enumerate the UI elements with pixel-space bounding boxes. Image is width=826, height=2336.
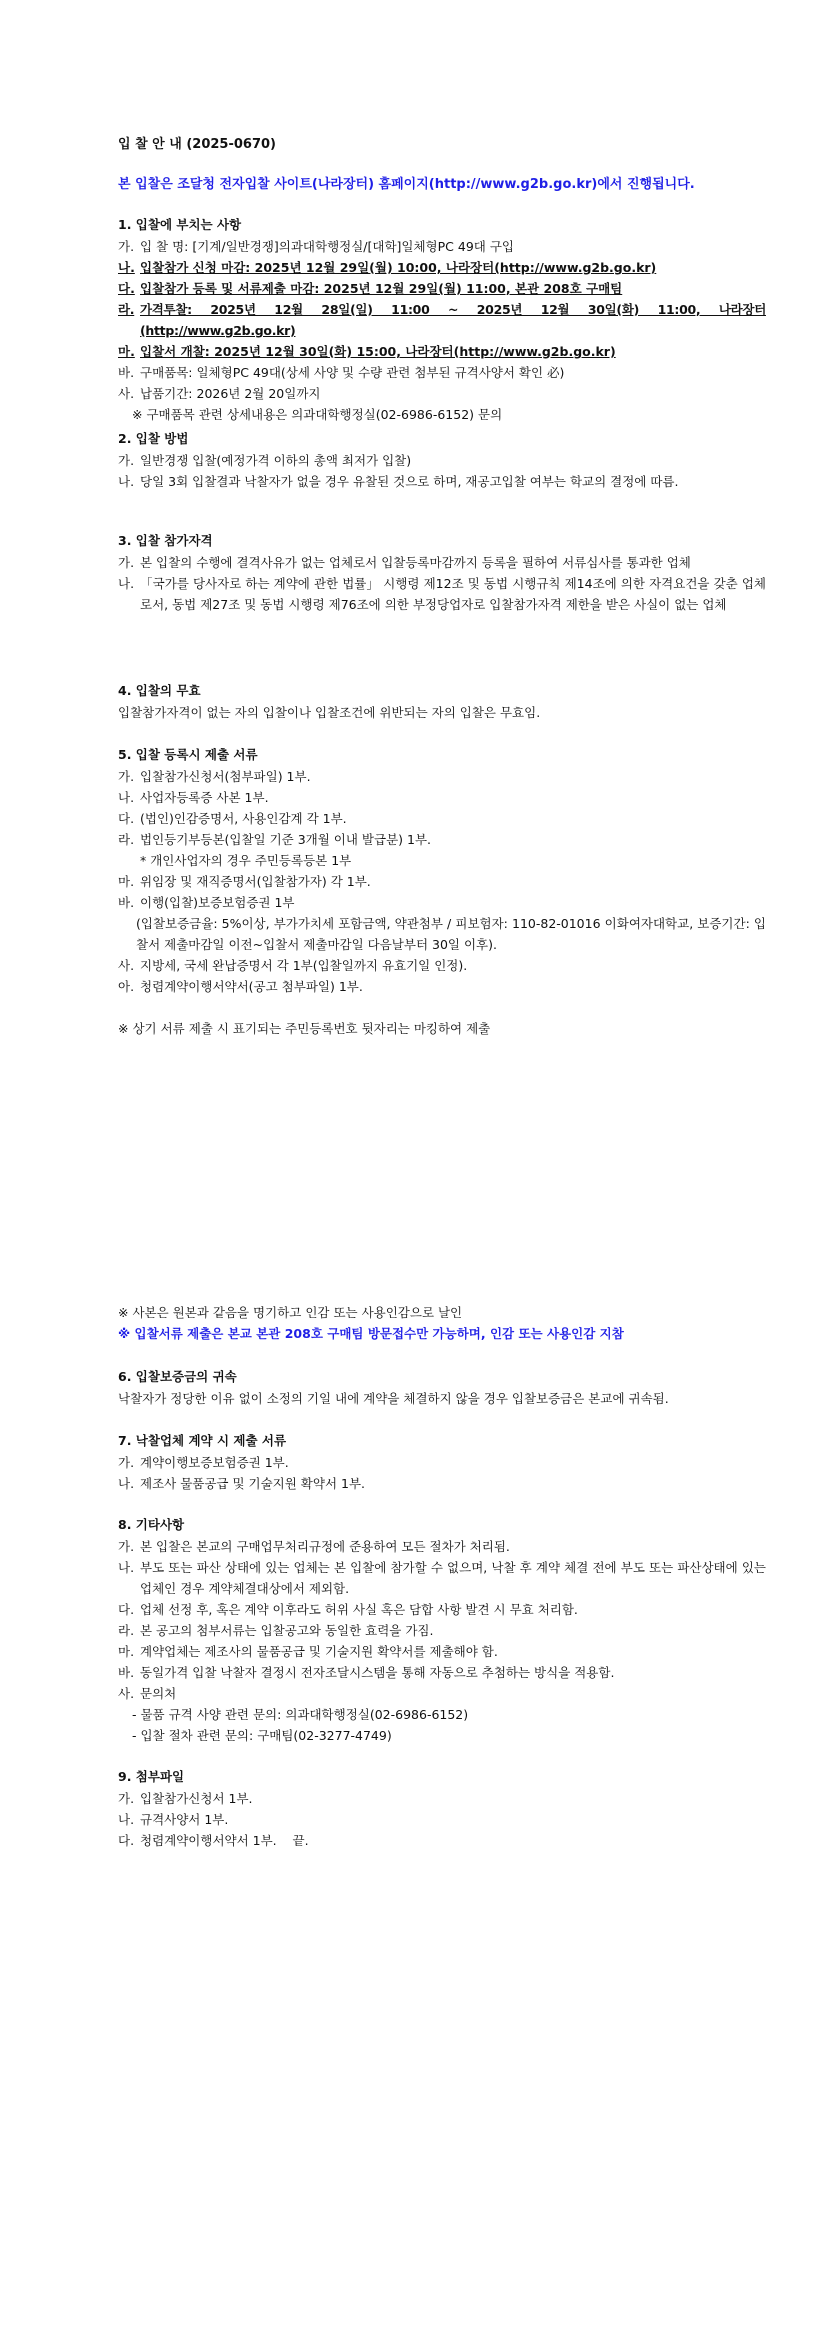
item-text: 입찰참가 신청 마감: 2025년 12월 29일(월) 10:00, 나라장터(http://www.g2b.go.kr) <box>140 260 657 275</box>
item-text: 납품기간: 2026년 2월 20일까지 <box>140 386 321 401</box>
contact-line: - 물품 규격 사양 관련 문의: 의과대학행정실(02-6986-6152) <box>132 1707 469 1722</box>
section-7 <box>118 1430 766 1494</box>
item-text: 청렴계약이행서약서 1부. 끝. <box>140 1833 309 1848</box>
list-item <box>118 787 766 808</box>
section-text: 낙찰자가 정당한 이유 없이 소정의 기일 내에 계약을 체결하지 않을 경우 입찰보증금은 본교에 귀속됨. <box>118 1391 669 1406</box>
item-text: 위임장 및 재직증명서(입찰참가자) 각 1부. <box>140 874 371 889</box>
section-heading: 5. 입찰 등록시 제출 서류 <box>118 747 258 762</box>
list-item <box>118 1809 766 1830</box>
item-text: 동일가격 입찰 낙찰자 결정시 전자조달시스템을 통해 자동으로 추첨하는 방식을 적용함. <box>140 1665 615 1680</box>
item-text: 당일 3회 입찰결과 낙찰자가 없을 경우 유찰된 것으로 하며, 재공고입찰 여부는 학교의 결정에 따름. <box>140 474 679 489</box>
item-text: 본 입찰은 본교의 구매업무처리규정에 준용하여 모든 절차가 처리됨. <box>140 1539 510 1554</box>
masking-note: ※ 상기 서류 제출 시 표기되는 주민등록번호 뒷자리는 마킹하여 제출 <box>118 1021 491 1036</box>
list-item <box>118 1620 766 1641</box>
list-item <box>118 808 766 829</box>
item-mark: 다. <box>118 1602 135 1617</box>
item-text: 사업자등록증 사본 1부. <box>140 790 269 805</box>
item-mark: 나. <box>118 790 135 805</box>
item-text: 입찰참가신청서 1부. <box>140 1791 253 1806</box>
list-item <box>118 278 766 299</box>
item-text: 입찰서 개찰: 2025년 12월 30일(화) 15:00, 나라장터(http://www.g2b.go.kr) <box>140 344 616 359</box>
section-heading: 6. 입찰보증금의 귀속 <box>118 1369 237 1384</box>
list-item <box>118 257 766 278</box>
item-mark: 바. <box>118 1665 135 1680</box>
section-9 <box>118 1766 766 1851</box>
item-text: 입찰참가신청서(첨부파일) 1부. <box>140 769 311 784</box>
item-text: 「국가를 당사자로 하는 계약에 관한 법률」 시행령 제12조 및 동법 시행규칙 제14조에 의한 자격요건을 갖춘 업체로서, 동법 제27조 및 동법 시행령 제76조에 의한 부정당업자로 입찰참가자격 제한을 받은 사실이 없는 업체 <box>140 576 766 612</box>
list-item <box>118 1683 766 1704</box>
section-text: 입찰참가자격이 없는 자의 입찰이나 입찰조건에 위반되는 자의 입찰은 무효임. <box>118 705 541 720</box>
bond-note: (입찰보증금율: 5%이상, 부가가치세 포함금액, 약관첨부 / 피보험자: 110-82-01016 이화여자대학교, 보증기간: 입찰서 제출마감일 이전~입찰서 제출마감일 다음날부터 30일 이후). <box>136 916 766 952</box>
section-heading: 2. 입찰 방법 <box>118 431 189 446</box>
item-mark: 다. <box>118 811 135 826</box>
item-text: 본 공고의 첨부서류는 입찰공고와 동일한 효력을 가짐. <box>140 1623 434 1638</box>
section-5 <box>118 744 766 1039</box>
item-mark: 나. <box>118 1560 135 1575</box>
item-mark: 가. <box>118 239 135 254</box>
list-item <box>118 1452 766 1473</box>
list-item <box>118 1599 766 1620</box>
section-note: ※ 구매품목 관련 상세내용은 의과대학행정실(02-6986-6152) 문의 <box>132 407 503 422</box>
item-mark: 마. <box>118 1644 135 1659</box>
list-item <box>118 383 766 404</box>
list-item <box>118 1662 766 1683</box>
section-heading: 8. 기타사항 <box>118 1517 185 1532</box>
item-text: (법인)인감증명서, 사용인감계 각 1부. <box>140 811 347 826</box>
list-item <box>118 450 766 471</box>
list-item <box>118 1830 766 1851</box>
section-8 <box>118 1514 766 1746</box>
item-mark: 가. <box>118 1791 135 1806</box>
item-mark: 다. <box>118 281 135 296</box>
section-2 <box>118 428 766 492</box>
item-mark: 아. <box>118 979 135 994</box>
list-item <box>118 362 766 383</box>
list-item <box>118 976 766 997</box>
list-item <box>118 236 766 257</box>
item-mark: 나. <box>118 260 135 275</box>
section-heading: 1. 입찰에 부치는 사항 <box>118 217 242 232</box>
item-mark: 가. <box>118 453 135 468</box>
item-text: 본 입찰의 수행에 결격사유가 없는 업체로서 입찰등록마감까지 등록을 필하여 서류심사를 통과한 업체 <box>140 555 691 570</box>
document-title: 입 찰 안 내 (2025-0670) <box>118 137 276 152</box>
item-text: 입 찰 명: [기계/일반경쟁]의과대학행정실/[대학]일체형PC 49대 구입 <box>140 239 514 254</box>
list-item <box>118 766 766 787</box>
section-heading: 9. 첨부파일 <box>118 1769 185 1784</box>
list-item <box>118 1473 766 1494</box>
item-mark: 나. <box>118 474 135 489</box>
section-4 <box>118 680 766 723</box>
list-item <box>118 871 766 892</box>
section-heading: 3. 입찰 참가자격 <box>118 533 213 548</box>
section-heading: 4. 입찰의 무효 <box>118 683 201 698</box>
item-text: 구매품목: 일체형PC 49대(상세 사양 및 수량 관련 첨부된 규격사양서 확인 必) <box>140 365 565 380</box>
item-mark: 사. <box>118 386 135 401</box>
list-item <box>118 892 766 913</box>
item-mark: 가. <box>118 555 135 570</box>
item-mark: 사. <box>118 958 135 973</box>
item-text: 제조사 물품공급 및 기술지원 확약서 1부. <box>140 1476 365 1491</box>
item-mark: 나. <box>118 1812 135 1827</box>
item-mark: 가. <box>118 769 135 784</box>
section-6 <box>118 1366 766 1409</box>
item-text: 업체 선정 후, 혹은 계약 이후라도 허위 사실 혹은 담합 사항 발견 시 무효 처리함. <box>140 1602 578 1617</box>
item-mark: 마. <box>118 874 135 889</box>
item-text: 이행(입찰)보증보험증권 1부 <box>140 895 295 910</box>
item-mark: 라. <box>118 302 135 317</box>
list-item <box>118 471 766 492</box>
item-text: 입찰참가 등록 및 서류제출 마감: 2025년 12월 29일(월) 11:00, 본관 208호 구매팀 <box>140 281 623 296</box>
item-text: 지방세, 국세 완납증명서 각 1부(입찰일까지 유효기일 인정). <box>140 958 468 973</box>
list-item <box>118 829 766 850</box>
item-text: 문의처 <box>140 1686 177 1701</box>
list-item <box>118 1788 766 1809</box>
list-item <box>118 1536 766 1557</box>
item-text: 계약이행보증보험증권 1부. <box>140 1455 289 1470</box>
item-mark: 바. <box>118 365 135 380</box>
item-mark: 바. <box>118 895 135 910</box>
list-item <box>118 1641 766 1662</box>
section-note: * 개인사업자의 경우 주민등록등본 1부 <box>140 853 352 868</box>
copy-note: ※ 사본은 원본과 같음을 명기하고 인감 또는 사용인감으로 날인 <box>118 1305 463 1320</box>
item-mark: 라. <box>118 832 135 847</box>
item-mark: 마. <box>118 344 135 359</box>
list-item <box>118 573 766 615</box>
item-text: 청렴계약이행서약서(공고 첨부파일) 1부. <box>140 979 363 994</box>
item-mark: 나. <box>118 576 135 591</box>
item-mark: 라. <box>118 1623 135 1638</box>
item-mark: 나. <box>118 1476 135 1491</box>
list-item <box>118 299 766 341</box>
item-text: 계약업체는 제조사의 물품공급 및 기술지원 확약서를 제출해야 함. <box>140 1644 498 1659</box>
item-mark: 가. <box>118 1455 135 1470</box>
list-item <box>118 1557 766 1599</box>
list-item <box>118 341 766 362</box>
list-item <box>118 955 766 976</box>
intro-line: 본 입찰은 조달청 전자입찰 사이트(나라장터) 홈페이지(http://www.g2b.go.kr)에서 진행됩니다. <box>118 177 695 192</box>
item-mark: 가. <box>118 1539 135 1554</box>
submission-note: ※ 입찰서류 제출은 본교 본관 208호 구매팀 방문접수만 가능하며, 인감 또는 사용인감 지참 <box>118 1326 624 1341</box>
item-text: 일반경쟁 입찰(예정가격 이하의 총액 최저가 입찰) <box>140 453 412 468</box>
contact-line: - 입찰 절차 관련 문의: 구매팀(02-3277-4749) <box>132 1728 392 1743</box>
item-text: 가격투찰: 2025년 12월 28일(일) 11:00 ~ 2025년 12월 30일(화) 11:00, 나라장터(http://www.g2b.go.kr) <box>140 302 766 338</box>
section-3 <box>118 530 766 615</box>
submission-notes <box>118 1302 766 1344</box>
section-1 <box>118 214 766 425</box>
item-mark: 다. <box>118 1833 135 1848</box>
section-heading: 7. 낙찰업체 계약 시 제출 서류 <box>118 1433 287 1448</box>
item-mark: 사. <box>118 1686 135 1701</box>
item-text: 부도 또는 파산 상태에 있는 업체는 본 입찰에 참가할 수 없으며, 낙찰 후 계약 체결 전에 부도 또는 파산상태에 있는 업체인 경우 계약체결대상에서 제외함. <box>140 1560 766 1596</box>
item-text: 법인등기부등본(입찰일 기준 3개월 이내 발급분) 1부. <box>140 832 432 847</box>
list-item <box>118 552 766 573</box>
item-text: 규격사양서 1부. <box>140 1812 229 1827</box>
